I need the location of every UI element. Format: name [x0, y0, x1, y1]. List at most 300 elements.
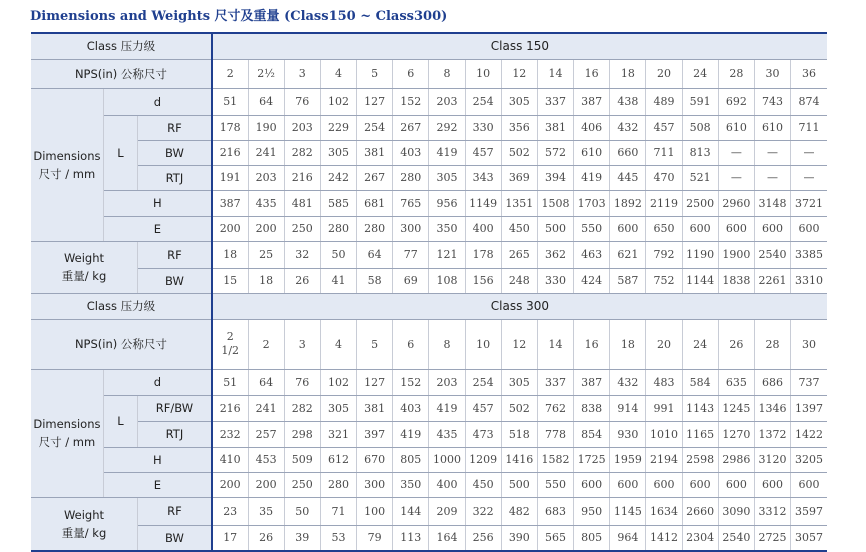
nps-fraction-bottom: 1/2 [221, 344, 240, 357]
L-rf-cell: 229 [320, 115, 356, 140]
L-rtj-cell: 216 [284, 165, 320, 190]
weight-rf-cell: 144 [393, 497, 429, 525]
L-rtj-cell: 267 [357, 165, 393, 190]
d-cell: 127 [357, 369, 393, 395]
E-cell: 400 [465, 216, 501, 241]
H-cell: 1000 [429, 447, 465, 472]
nps-cell: 14 [537, 59, 573, 88]
weight-rf-cell: 18 [212, 241, 248, 268]
nps-cell: 4 [320, 319, 356, 369]
L-bw-cell: 711 [646, 140, 682, 165]
weight-rf-cell: 362 [537, 241, 573, 268]
weight-label-en: Weight [63, 251, 105, 265]
nps-cell: 24 [682, 319, 718, 369]
weight-bw-cell: 2304 [682, 525, 718, 551]
L-bw-cell: 381 [357, 140, 393, 165]
L-rtj-cell: 470 [646, 165, 682, 190]
L-rfbw-cell: 1143 [682, 395, 718, 421]
H-cell: 1508 [537, 190, 573, 216]
weight-bw-cell: 964 [610, 525, 646, 551]
L-rfbw-cell: 216 [212, 395, 248, 421]
E-cell: 500 [501, 472, 537, 497]
E-cell: 300 [357, 472, 393, 497]
page-title: Dimensions and Weights 尺寸及重量 (Class150 ~ Class300) [30, 9, 448, 24]
H-cell: 1892 [610, 190, 646, 216]
L-rf-cell: 610 [754, 115, 790, 140]
L-rtj-label: RTJ [138, 165, 212, 190]
dimensions-label-en: Dimensions [33, 417, 101, 431]
E-cell: 500 [537, 216, 573, 241]
E-cell: 600 [682, 472, 718, 497]
L-rtj-cell: 397 [357, 421, 393, 447]
L-rtj-cell: 203 [248, 165, 284, 190]
L-rfbw-cell: 991 [646, 395, 682, 421]
L-rfbw-cell: 838 [574, 395, 610, 421]
weight-bw-cell: 69 [393, 268, 429, 293]
weight-rf-cell: 1145 [610, 497, 646, 525]
L-rtj-cell: 521 [682, 165, 718, 190]
E-label: E [103, 216, 212, 241]
L-rfbw-cell: 1397 [791, 395, 827, 421]
weight-bw-cell: 390 [501, 525, 537, 551]
d-cell: 254 [465, 369, 501, 395]
weight-bw-cell: 156 [465, 268, 501, 293]
weight-bw-cell: 15 [212, 268, 248, 293]
weight-bw-cell: 330 [537, 268, 573, 293]
weight-rf-cell: 77 [393, 241, 429, 268]
E-cell: 200 [248, 216, 284, 241]
d-cell: 591 [682, 88, 718, 115]
d-cell: 51 [212, 369, 248, 395]
E-cell: 350 [393, 472, 429, 497]
dimensions-label [31, 369, 103, 497]
L-rtj-cell: 1270 [718, 421, 754, 447]
weight-rf-cell: 2660 [682, 497, 718, 525]
L-rf-cell: 406 [574, 115, 610, 140]
dimensions-label-cn: 尺寸 / mm [38, 166, 96, 181]
H-cell: 612 [320, 447, 356, 472]
weight-rf-cell: 23 [212, 497, 248, 525]
H-cell: 585 [320, 190, 356, 216]
L-rfbw-cell: 762 [537, 395, 573, 421]
L-rfbw-cell: 381 [357, 395, 393, 421]
weight-bw-cell: 26 [248, 525, 284, 551]
d-cell: 305 [501, 88, 537, 115]
d-cell: 76 [284, 369, 320, 395]
L-bw-cell: 216 [212, 140, 248, 165]
nps-cell: 10 [465, 59, 501, 88]
L-bw-cell: 403 [393, 140, 429, 165]
E-cell: 450 [465, 472, 501, 497]
L-rtj-cell: 435 [429, 421, 465, 447]
H-label: H [103, 190, 212, 216]
weight-rf-cell: 32 [284, 241, 320, 268]
nps-cell: 20 [646, 319, 682, 369]
E-cell: 600 [791, 216, 827, 241]
weight-rf-cell: 3385 [791, 241, 827, 268]
weight-bw-cell: 113 [393, 525, 429, 551]
L-bw-cell: 457 [465, 140, 501, 165]
d-cell: 76 [284, 88, 320, 115]
E-cell: 650 [646, 216, 682, 241]
E-cell: 600 [718, 472, 754, 497]
weight-bw-cell: 39 [284, 525, 320, 551]
L-rtj-cell: — [754, 165, 790, 190]
class-label: Class 压力级 [31, 293, 212, 319]
H-cell: 435 [248, 190, 284, 216]
H-cell: 387 [212, 190, 248, 216]
H-cell: 1416 [501, 447, 537, 472]
L-bw-cell: 813 [682, 140, 718, 165]
nps-cell [212, 319, 248, 369]
nps-cell: 6 [393, 59, 429, 88]
H-cell: 2986 [718, 447, 754, 472]
weight-label-cn: 重量/ kg [61, 269, 107, 283]
H-cell: 1703 [574, 190, 610, 216]
E-cell: 600 [610, 472, 646, 497]
weight-bw-cell: 3310 [791, 268, 827, 293]
class-label: Class 压力级 [31, 33, 212, 59]
L-rfbw-cell: 1245 [718, 395, 754, 421]
d-cell: 254 [465, 88, 501, 115]
class300-header: Class 300 [212, 293, 827, 319]
E-cell: 450 [501, 216, 537, 241]
nps-cell: 3 [284, 59, 320, 88]
E-cell: 350 [429, 216, 465, 241]
E-cell: 200 [212, 472, 248, 497]
d-cell: 635 [718, 369, 754, 395]
nps-fraction-top: 2 [226, 330, 234, 343]
nps-cell: 16 [574, 59, 610, 88]
L-rfbw-cell: 282 [284, 395, 320, 421]
weight-rf-cell: 121 [429, 241, 465, 268]
E-cell: 600 [791, 472, 827, 497]
d-cell: 483 [646, 369, 682, 395]
L-rtj-cell: 1372 [754, 421, 790, 447]
weight-bw-cell: 53 [320, 525, 356, 551]
L-rfbw-cell: 305 [320, 395, 356, 421]
nps-cell: 6 [393, 319, 429, 369]
H-cell: 1149 [465, 190, 501, 216]
H-cell: 481 [284, 190, 320, 216]
nps-cell: 30 [791, 319, 827, 369]
d-cell: 686 [754, 369, 790, 395]
weight-rf-cell: 950 [574, 497, 610, 525]
weight-bw-cell: 805 [574, 525, 610, 551]
L-rtj-cell: 242 [320, 165, 356, 190]
L-rtj-cell: 518 [501, 421, 537, 447]
L-rf-cell: 178 [212, 115, 248, 140]
L-rf-cell: 457 [646, 115, 682, 140]
weight-bw-cell: 248 [501, 268, 537, 293]
d-cell: 51 [212, 88, 248, 115]
H-cell: 3120 [754, 447, 790, 472]
L-bw-cell: — [791, 140, 827, 165]
nps-cell: 8 [429, 59, 465, 88]
H-cell: 2500 [682, 190, 718, 216]
nps-cell: 24 [682, 59, 718, 88]
L-rtj-cell: 280 [393, 165, 429, 190]
weight-bw-cell: 424 [574, 268, 610, 293]
L-rtj-cell: 369 [501, 165, 537, 190]
weight-rf-cell: 621 [610, 241, 646, 268]
weight-bw-label: BW [138, 525, 212, 551]
weight-rf-cell: 25 [248, 241, 284, 268]
L-rfbw-cell: 1346 [754, 395, 790, 421]
weight-rf-cell: 1900 [718, 241, 754, 268]
weight-rf-cell: 64 [357, 241, 393, 268]
weight-bw-cell: 1144 [682, 268, 718, 293]
dimensions-label-en: Dimensions [33, 148, 101, 163]
dimensions-weights-table [31, 32, 827, 552]
d-cell: 152 [393, 369, 429, 395]
d-cell: 305 [501, 369, 537, 395]
d-cell: 337 [537, 369, 573, 395]
L-rfbw-cell: 419 [429, 395, 465, 421]
nps-cell: 28 [718, 59, 754, 88]
weight-rf-cell: 265 [501, 241, 537, 268]
L-bw-cell: 610 [574, 140, 610, 165]
d-cell: 584 [682, 369, 718, 395]
L-bw-cell: 419 [429, 140, 465, 165]
L-bw-cell: 502 [501, 140, 537, 165]
nps-cell: 2 [248, 319, 284, 369]
L-rtj-cell: 394 [537, 165, 573, 190]
L-rtj-cell: — [791, 165, 827, 190]
d-cell: 102 [320, 369, 356, 395]
H-cell: 1582 [537, 447, 573, 472]
nps-cell: 28 [754, 319, 790, 369]
weight-bw-cell: 18 [248, 268, 284, 293]
L-rfbw-cell: 403 [393, 395, 429, 421]
H-cell: 3148 [754, 190, 790, 216]
L-rf-cell: 267 [393, 115, 429, 140]
L-rtj-cell: 854 [574, 421, 610, 447]
d-cell: 692 [718, 88, 754, 115]
nps-cell: 18 [610, 319, 646, 369]
dimensions-label [31, 88, 103, 241]
H-cell: 1351 [501, 190, 537, 216]
nps-cell: 10 [465, 319, 501, 369]
L-rtj-cell: 1010 [646, 421, 682, 447]
E-cell: 280 [320, 216, 356, 241]
E-cell: 600 [610, 216, 646, 241]
weight-rf-label: RF [138, 497, 212, 525]
weight-bw-cell: 587 [610, 268, 646, 293]
d-label: d [103, 369, 212, 395]
H-cell: 2194 [646, 447, 682, 472]
d-cell: 737 [791, 369, 827, 395]
weight-rf-label: RF [138, 241, 212, 268]
E-label: E [103, 472, 212, 497]
H-cell: 509 [284, 447, 320, 472]
weight-bw-cell: 2540 [718, 525, 754, 551]
weight-rf-cell: 1634 [646, 497, 682, 525]
L-rfbw-label: RF/BW [138, 395, 212, 421]
E-cell: 600 [754, 216, 790, 241]
dimensions-label-cn: 尺寸 / mm [38, 435, 96, 449]
L-rtj-cell: 1422 [791, 421, 827, 447]
weight-rf-cell: 209 [429, 497, 465, 525]
L-bw-cell: 572 [537, 140, 573, 165]
L-rf-cell: 190 [248, 115, 284, 140]
d-cell: 203 [429, 88, 465, 115]
weight-rf-cell: 100 [357, 497, 393, 525]
weight-rf-cell: 50 [320, 241, 356, 268]
weight-bw-cell: 2261 [754, 268, 790, 293]
nps-cell: 30 [754, 59, 790, 88]
E-cell: 600 [718, 216, 754, 241]
d-cell: 489 [646, 88, 682, 115]
weight-label [31, 241, 138, 293]
L-rtj-cell: 778 [537, 421, 573, 447]
L-rtj-cell: 257 [248, 421, 284, 447]
weight-bw-cell: 17 [212, 525, 248, 551]
H-cell: 2598 [682, 447, 718, 472]
weight-rf-cell: 3090 [718, 497, 754, 525]
weight-bw-cell: 41 [320, 268, 356, 293]
weight-bw-cell: 752 [646, 268, 682, 293]
d-cell: 337 [537, 88, 573, 115]
H-cell: 453 [248, 447, 284, 472]
H-cell: 956 [429, 190, 465, 216]
E-cell: 600 [754, 472, 790, 497]
d-cell: 127 [357, 88, 393, 115]
L-rtj-cell: 419 [393, 421, 429, 447]
nps-cell: 26 [718, 319, 754, 369]
E-cell: 200 [212, 216, 248, 241]
H-cell: 3721 [791, 190, 827, 216]
L-rtj-cell: 1165 [682, 421, 718, 447]
weight-rf-cell: 792 [646, 241, 682, 268]
E-cell: 400 [429, 472, 465, 497]
nps-cell: 2 [212, 59, 248, 88]
H-cell: 765 [393, 190, 429, 216]
L-bw-cell: — [718, 140, 754, 165]
L-rtj-cell: 298 [284, 421, 320, 447]
weight-rf-cell: 2540 [754, 241, 790, 268]
d-cell: 387 [574, 369, 610, 395]
nps-cell: 12 [501, 59, 537, 88]
nps-cell: 12 [501, 319, 537, 369]
E-cell: 550 [537, 472, 573, 497]
d-cell: 203 [429, 369, 465, 395]
L-bw-cell: 282 [284, 140, 320, 165]
weight-rf-cell: 1190 [682, 241, 718, 268]
weight-bw-cell: 2725 [754, 525, 790, 551]
L-rtj-cell: 321 [320, 421, 356, 447]
weight-bw-cell: 565 [537, 525, 573, 551]
d-cell: 64 [248, 369, 284, 395]
L-rfbw-cell: 457 [465, 395, 501, 421]
L-rf-cell: 254 [357, 115, 393, 140]
H-cell: 2960 [718, 190, 754, 216]
H-cell: 3205 [791, 447, 827, 472]
E-cell: 280 [357, 216, 393, 241]
nps-cell: 20 [646, 59, 682, 88]
L-rtj-cell: 930 [610, 421, 646, 447]
weight-rf-cell: 178 [465, 241, 501, 268]
L-rtj-label: RTJ [138, 421, 212, 447]
L-rtj-cell: — [718, 165, 754, 190]
weight-bw-cell: 1838 [718, 268, 754, 293]
L-rf-cell: 292 [429, 115, 465, 140]
L-rf-cell: 508 [682, 115, 718, 140]
L-rf-label: RF [138, 115, 212, 140]
L-bw-cell: 660 [610, 140, 646, 165]
L-label: L [103, 395, 137, 447]
d-cell: 102 [320, 88, 356, 115]
E-cell: 280 [320, 472, 356, 497]
nps-cell: 3 [284, 319, 320, 369]
H-cell: 410 [212, 447, 248, 472]
E-cell: 550 [574, 216, 610, 241]
L-rf-cell: 432 [610, 115, 646, 140]
H-label: H [103, 447, 212, 472]
nps-label: NPS(in) 公称尺寸 [31, 59, 212, 88]
weight-label [31, 497, 138, 551]
L-bw-cell: — [754, 140, 790, 165]
weight-bw-cell: 26 [284, 268, 320, 293]
H-cell: 1725 [574, 447, 610, 472]
weight-bw-cell: 108 [429, 268, 465, 293]
L-rf-cell: 610 [718, 115, 754, 140]
weight-rf-cell: 322 [465, 497, 501, 525]
nps-cell: 5 [357, 319, 393, 369]
E-cell: 250 [284, 472, 320, 497]
L-rtj-cell: 191 [212, 165, 248, 190]
L-bw-cell: 305 [320, 140, 356, 165]
nps-cell: 14 [537, 319, 573, 369]
weight-bw-cell: 3057 [791, 525, 827, 551]
weight-rf-cell: 683 [537, 497, 573, 525]
nps-cell: 8 [429, 319, 465, 369]
d-cell: 743 [754, 88, 790, 115]
L-rf-cell: 381 [537, 115, 573, 140]
nps-cell: 36 [791, 59, 827, 88]
H-cell: 670 [357, 447, 393, 472]
weight-rf-cell: 3312 [754, 497, 790, 525]
weight-rf-cell: 3597 [791, 497, 827, 525]
d-cell: 64 [248, 88, 284, 115]
d-cell: 438 [610, 88, 646, 115]
H-cell: 1959 [610, 447, 646, 472]
L-rf-cell: 203 [284, 115, 320, 140]
L-label: L [103, 115, 137, 190]
L-rf-cell: 356 [501, 115, 537, 140]
weight-bw-cell: 256 [465, 525, 501, 551]
nps-cell: 5 [357, 59, 393, 88]
weight-bw-label: BW [138, 268, 212, 293]
E-cell: 250 [284, 216, 320, 241]
L-bw-cell: 241 [248, 140, 284, 165]
d-cell: 874 [791, 88, 827, 115]
d-cell: 387 [574, 88, 610, 115]
nps-cell: 16 [574, 319, 610, 369]
d-label: d [103, 88, 212, 115]
L-rfbw-cell: 914 [610, 395, 646, 421]
L-bw-label: BW [138, 140, 212, 165]
H-cell: 1209 [465, 447, 501, 472]
L-rfbw-cell: 241 [248, 395, 284, 421]
weight-label-cn: 重量/ kg [61, 525, 107, 540]
L-rtj-cell: 232 [212, 421, 248, 447]
L-rtj-cell: 343 [465, 165, 501, 190]
nps-cell: 4 [320, 59, 356, 88]
weight-label-en: Weight [63, 507, 105, 522]
nps-label: NPS(in) 公称尺寸 [31, 319, 212, 369]
weight-rf-cell: 50 [284, 497, 320, 525]
